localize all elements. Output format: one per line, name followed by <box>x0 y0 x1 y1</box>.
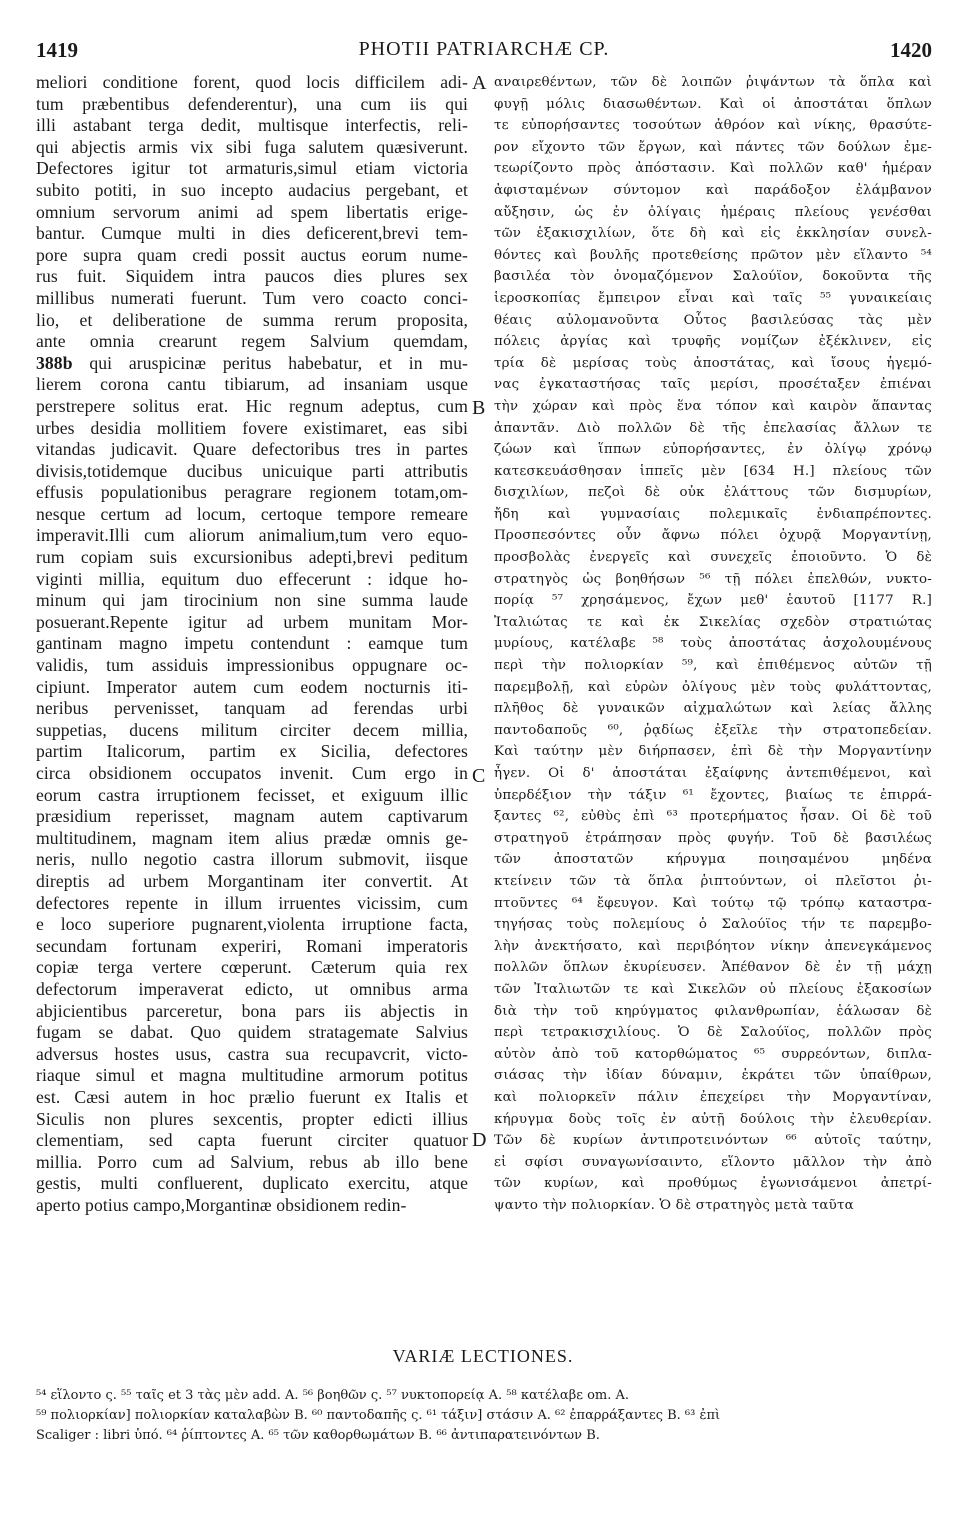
greek-text-line: ζώων καὶ ἵππων εὐπορήσαντες, ἐν ὀλίγῳ χρόνῳ <box>494 442 932 458</box>
latin-text-line: viginti millia, equitum duo effecerunt : idque ho- <box>36 568 468 589</box>
latin-text-line: e loco superiore pugnarent,violenta irruptione facta, <box>36 914 468 935</box>
greek-text-line: βασιλέα τὸν ὀνομαζόμενον Σαλούϊον, δοκοῦντα τῆς <box>494 269 932 285</box>
greek-text-line: τρία δὲ μερίσας τοὺς ἀποστάτας, καὶ ἴσους ἡγεμό- <box>494 355 932 371</box>
latin-text-line: ante omnia crearunt regem Salvium quemdam, <box>36 331 468 352</box>
variant-reading-line: ⁵⁹ πολιορκίαν] πολιορκίαν καταλαβὼν B. ⁶⁰ παντοδαπῆς ς. ⁶¹ τάξιν] στάσιν A. ⁶² ἐπαρράξαντες B. ⁶³ ἐπὶ <box>36 1408 721 1423</box>
greek-text-line: ἀφισταμένων σύντομον καὶ παράδοξον ἐλάμβανον <box>494 182 932 198</box>
greek-text-line: Τῶν δὲ κυρίων ἀντιπροτεινόντων ⁶⁶ αὐτοῖς ταύτην, <box>494 1133 932 1149</box>
greek-text-line: κήρυγμα δοὺς τοῖς ἐν αὐτῇ δούλοις τὴν ἐλευθερίαν. <box>494 1111 932 1127</box>
greek-text-line: τὴν χώραν καὶ πρὸς ἕνα τόπον καὶ καιρὸν ἅπαντας <box>494 398 932 414</box>
margin-section-letter: D <box>472 1129 487 1151</box>
latin-text-line: rus fuit. Siquidem intra paucos dies plures sex <box>36 266 468 287</box>
left-page-number: 1419 <box>36 38 78 62</box>
latin-text-line: fugam se dabat. Quo quidem stratagemate Salvius <box>36 1022 468 1043</box>
greek-text-line: τῶν ἑξακισχιλίων, ὅτε δὴ καὶ εἰς ἐκκλησίαν συνελ- <box>494 226 932 242</box>
greek-text-line: σιάσας τὴν ἰδίαν δύναμιν, ἐκράτει τῶν ὑπαίθρων, <box>494 1068 932 1084</box>
greek-text-line: φυγῇ μόλις διασωθέντων. Καὶ οἱ ἀποστάται ὅπλων <box>494 96 932 112</box>
greek-text-line: καὶ πολιορκεῖν πάλιν ἐπεχείρει τὴν Μοργαντίναν, <box>494 1089 932 1105</box>
margin-section-letter: B <box>472 397 486 419</box>
greek-text-line: τεωρίζοντο πρὸς ἀπόστασιν. Καὶ πολλῶν καθ' ἡμέραν <box>494 161 932 177</box>
latin-text-line: copiæ terga vertere cœperunt. Cæterum quia rex <box>36 957 468 978</box>
latin-text-line: effusis populationibus peragrare regionem totam,om- <box>36 482 468 503</box>
latin-text-line: neris, nullo negotio castra illorum submovit, iisque <box>36 849 468 870</box>
latin-text-line: eorum castra irruptionem fecisset, et exiguum illic <box>36 784 468 805</box>
greek-text-line: ρον εἴχοντο τῶν ἔργων, καὶ πάντες τῶν δούλων ἐμε- <box>494 139 932 155</box>
latin-text-line: millibus numerati fuerunt. Tum vero coacto conci- <box>36 287 468 308</box>
greek-text-line: τῶν Ἰταλιωτῶν τε καὶ Σικελῶν οὐ πλείους ἑξακοσίων <box>494 981 932 997</box>
latin-column <box>36 72 468 1216</box>
greek-text-line: πόλεις ἀργίας καὶ τρυφῆς νομίζων ἐξέκλινεν, εἰς <box>494 334 932 350</box>
greek-text-line: πτοῦντες ⁶⁴ ἔφευγον. Καὶ τούτῳ τῷ τρόπῳ καταστρα- <box>494 895 932 911</box>
greek-text-line: αὐτὸν ἀπὸ τοῦ κατορθώματος ⁶⁵ συρρεόντων, διπλα- <box>494 1046 932 1062</box>
latin-text-line: circa obsidionem occupatos invenit. Cum ergo in <box>36 763 468 783</box>
variae-lectiones-heading: VARIÆ LECTIONES. <box>392 1346 574 1366</box>
latin-text-line: subito potiti, in suo incepto audacius pergebant, et <box>36 179 468 200</box>
latin-text-line: Siculis non plures sexcentis, propter edicti illius <box>36 1108 468 1129</box>
greek-text-line: Προσπεσόντες οὖν ἄφνω πόλει ὀχυρᾷ Μοργαντίνῃ, <box>494 528 932 544</box>
greek-text-line: ἀπαντᾶν. Διὸ πολλῶν δὲ τῆς ἐπελασίας ἄλλων τε <box>494 420 932 436</box>
greek-text-line: εἰ σφίσι συναγωνίσαιντο, εἵλοντο μᾶλλον τὴν ἀπὸ <box>494 1154 932 1170</box>
latin-text-line: bantur. Cumque multi in dies deficerent,brevi tem- <box>36 223 468 244</box>
greek-text-line: θέαις αὐλομανοῦντα Οὗτος βασιλεύσας τὰς μὲν <box>494 312 932 328</box>
latin-text-line: perstrepere solitus erat. Hic regnum adeptus, cum <box>36 395 468 416</box>
latin-text-line: neribus pervenisset, tanquam ad ferendas urbi <box>36 698 468 719</box>
latin-text-line: 388b qui aruspicinæ peritus habebatur, et in mu- <box>36 352 468 373</box>
latin-text-line: minum qui jam tirocinium non sine summa laude <box>36 590 468 611</box>
latin-text-line: direptis ad urbem Morgantinam iter convertit. At <box>36 870 468 891</box>
greek-text-line: παντοδαποῦς ⁶⁰, ῥᾳδίως ἐξεῖλε τὴν στρατοπεδείαν. <box>494 722 932 738</box>
latin-text-line: aperto potius campo,Morgantinæ obsidionem redin- <box>36 1194 407 1215</box>
latin-text-line: vitandas judicavit. Quare defectoribus tres in partes <box>36 439 468 460</box>
latin-text-line: meliori conditione forent, quod locis difficilem adi- <box>36 72 468 92</box>
latin-text-line: abjicientibus parceretur, bona pars iis abjectis in <box>36 1000 468 1021</box>
greek-text-line: κατεσκευάσθησαν ἱππεῖς μὲν [634 H.] πλείους τῶν <box>494 463 932 479</box>
latin-text-line: defectorum imperaverat edicto, ut omnibus arma <box>36 978 468 999</box>
latin-text-line: illi astabant terga dedit, multisque interfectis, reli- <box>36 115 468 136</box>
greek-text-line: κτείνειν τῶν τὰ ὅπλα ῥιπτούντων, οἱ πλεῖστοι ῥι- <box>494 873 932 889</box>
latin-text-line: validis, tum assiduis impressionibus oppugnare oc- <box>36 655 468 676</box>
latin-text-line: defectores repente in illum irruentes vicissim, cum <box>36 892 468 913</box>
greek-text-line: θόντες καὶ βουλῆς προτεθείσης πρῶτον μὲν εἵλαντο ⁵⁴ <box>494 247 932 263</box>
latin-text-line: posuerant.Repente igitur ad urbem munitam Mor- <box>36 611 468 632</box>
greek-text-line: τῶν ἀποστατῶν κήρυγμα ποιησαμένου μηδένα <box>494 852 932 868</box>
greek-text-line: διὰ τὴν τοῦ κηρύγματος φιλανθρωπίαν, ἑάλωσαν δὲ <box>494 1003 932 1019</box>
greek-text-line: ἦγεν. Οἱ δ' ἀποστάται ἐξαίφνης ἀντεπιθέμενοι, καὶ <box>494 766 932 781</box>
latin-text-line: lierem corona cantu tibiarum, ad insaniam usque <box>36 374 468 395</box>
greek-text-line: αὔξησιν, ὡς ἐν ὀλίγαις ἡμέραις πλείους γενέσθαι <box>494 204 932 220</box>
latin-text-line: cipiunt. Imperator autem cum eodem nocturnis iti- <box>36 676 468 697</box>
greek-text-line: μυρίους, κατέλαβε ⁵⁸ τοὺς ἀποστάτας ἀσχολουμένους <box>494 636 932 652</box>
margin-section-letter: A <box>472 72 487 94</box>
greek-text-line: πορίᾳ ⁵⁷ χρησάμενος, ἔχων μεθ' ἑαυτοῦ [1177 R.] <box>494 593 932 609</box>
greek-text-line: ἱεροσκοπίας ἔμπειρον εἶναι καὶ ταῖς ⁵⁵ γυναικείαις <box>494 290 932 306</box>
latin-text-line: multitudinem, magnam item alius prædæ omnis ge- <box>36 827 468 848</box>
greek-text-line: παρεμβολῇ, καὶ εὑρὼν ὀλίγους μὲν τοὺς φυλάττοντας, <box>494 679 932 695</box>
latin-text-line: est. Cæsi autem in hoc prælio fuerunt ex Italis et <box>36 1086 468 1107</box>
latin-text-line: gantinam magno impetu contendunt : eamque tum <box>36 633 468 654</box>
greek-text-line: προσβολὰς ἐνεργεῖς καὶ συνεχεῖς ἐποιοῦντο. Ὁ δὲ <box>494 550 932 566</box>
latin-text-line: Defectores igitur tot armaturis,simul etiam victoria <box>36 158 468 179</box>
greek-text-line: λὴν ἀνεκτήσατο, καὶ περιβόητον νίκην ἀπενεγκάμενος <box>494 938 932 954</box>
latin-text-line: lio, et deliberatione de summa rerum proposita, <box>36 309 468 330</box>
latin-text-line: partim Italicorum, partim ex Sicilia, defectores <box>36 741 468 762</box>
latin-text-line: adversus hostes usus, castra sua recupavcrit, victo- <box>36 1043 468 1064</box>
variant-reading-line: ⁵⁴ εἵλοντο ς. ⁵⁵ ταῖς et 3 τὰς μὲν add. A. ⁵⁶ βοηθῶν ς. ⁵⁷ νυκτοπορείᾳ A. ⁵⁸ κατέλαβε om. A. <box>36 1388 630 1403</box>
latin-text-line: divisis,totidemque ducibus unicuique parti attributis <box>36 460 468 481</box>
running-title: PHOTII PATRIARCHÆ CP. <box>358 38 610 60</box>
greek-text-line: αναιρεθέντων, τῶν δὲ λοιπῶν ῥιψάντων τὰ ὅπλα καὶ <box>494 75 932 90</box>
latin-text-line: millia. Porro cum ad Salvium, rebus ab illo bene <box>36 1151 468 1172</box>
greek-text-line: ὑπερδέξιον τὴν τάξιν ⁶¹ ἔχοντες, βιαίως τε ἐπιρρά- <box>494 787 932 803</box>
variae-lectiones-notes <box>36 1386 932 1446</box>
greek-text-line: πλῆθος δὲ γυναικῶν αἰχμαλώτων καὶ λείας ἄλλης <box>494 701 932 717</box>
latin-text-line: præsidium reperisset, magnam autem captivarum <box>36 806 468 827</box>
greek-text-line: Καὶ ταύτην μὲν διήρπασεν, ἐπὶ δὲ τὴν Μοργαντίνην <box>494 744 932 760</box>
latin-text-line: tum præbentibus defenderentur), una cum iis qui <box>36 93 468 114</box>
greek-text-line: ψαντο τὴν πολιορκίαν. Ὁ δὲ στρατηγὸς μετὰ ταῦτα <box>494 1197 854 1213</box>
greek-text-line: τῶν κυρίων, καὶ προθύμως ἐγωνισάμενοι ἀπετρί- <box>494 1176 932 1192</box>
latin-text-line: suppetias, ducens militum circiter decem millia, <box>36 719 468 740</box>
greek-column <box>494 72 932 1216</box>
latin-text-line: pore supra quam credi possit auctus eorum nume- <box>36 244 468 265</box>
running-header <box>36 38 932 66</box>
greek-text-line: περὶ τὴν πολιορκίαν ⁵⁹, καὶ ἐπιθέμενος αὐτῶν τῇ <box>494 658 932 674</box>
greek-text-line: νας ἐγκαταστήσας ταῖς μερίσι, προσέταξεν ἐπιέναι <box>494 377 932 393</box>
column-marker: 388b <box>36 352 73 373</box>
greek-text-line: ἤδη καὶ γυμνασίαις πολεμικαῖς ἐνδιαπρέποντες. <box>494 506 932 522</box>
right-page-number: 1420 <box>890 38 932 62</box>
greek-text-line: στρατηγὸς ὡς βοηθήσων ⁵⁶ τῇ πόλει ἐπελθών, νυκτο- <box>494 571 932 587</box>
latin-text-line: imperavit.Illi cum aliorum animalium,tum vero equo- <box>36 525 468 546</box>
latin-text-line: urbes desidia mollitiem fovere existimaret, eas sibi <box>36 417 468 438</box>
greek-text-line: ξαντες ⁶², εὐθὺς ἐπὶ ⁶³ προτερήματος ἦσαν. Οἱ δὲ τοῦ <box>494 809 932 825</box>
latin-text-line: gestis, multi confluerent, duplicato exercitu, atque <box>36 1173 468 1194</box>
variant-reading-line: Scaliger : libri ὑπό. ⁶⁴ ῥίπτοντες A. ⁶⁵ τῶν καθορθωμάτων B. ⁶⁶ ἀντιπαρατεινόντων B. <box>36 1428 600 1443</box>
latin-text-line: riaque simul et magna multitudine armorum potitus <box>36 1065 468 1086</box>
latin-text-line: clementiam, sed capta fuerunt circiter quatuor <box>36 1130 468 1151</box>
latin-text-line: nesque certum ad locum, certoque tempore remeare <box>36 503 468 524</box>
margin-section-letter: C <box>472 765 486 787</box>
greek-text-line: πολλῶν ὅπλων ἐκυρίευσεν. Ἀπέθανον δὲ ἐν τῇ μάχῃ <box>494 960 932 976</box>
latin-text-line: rum copiam suis excursionibus adepti,brevi peditum <box>36 547 468 568</box>
greek-text-line: τηγήσας τοὺς πολεμίους ὁ Σαλούϊος τήν τε παρεμβο- <box>494 917 932 933</box>
latin-text-line: secundam fortunam experiri, Romani imperatoris <box>36 935 468 956</box>
greek-text-line: περὶ τετρακισχιλίους. Ὁ δὲ Σαλούϊος, πολλῶν πρὸς <box>494 1025 932 1041</box>
greek-text-line: Ἰταλιώτας τε καὶ ἐκ Σικελίας σχεδὸν στρατιώτας <box>494 614 932 630</box>
greek-text-line: δισχιλίων, πεζοὶ δὲ οὐκ ἐλάττους τῶν δισμυρίων, <box>494 485 932 501</box>
latin-text-line: omnium servorum animi ad spem libertatis erige- <box>36 201 468 222</box>
latin-text-line: qui abjectis armis vix sibi fuga salutem quæsiverunt. <box>36 136 468 157</box>
greek-text-line: στρατηγοῦ ἐτράπησαν πρὸς φυγήν. Τοῦ δὲ βασιλέως <box>494 830 932 846</box>
greek-text-line: τε εὐπορήσαντες τοσούτων ἀθρόον καὶ νίκης, θρασύτε- <box>494 118 932 134</box>
